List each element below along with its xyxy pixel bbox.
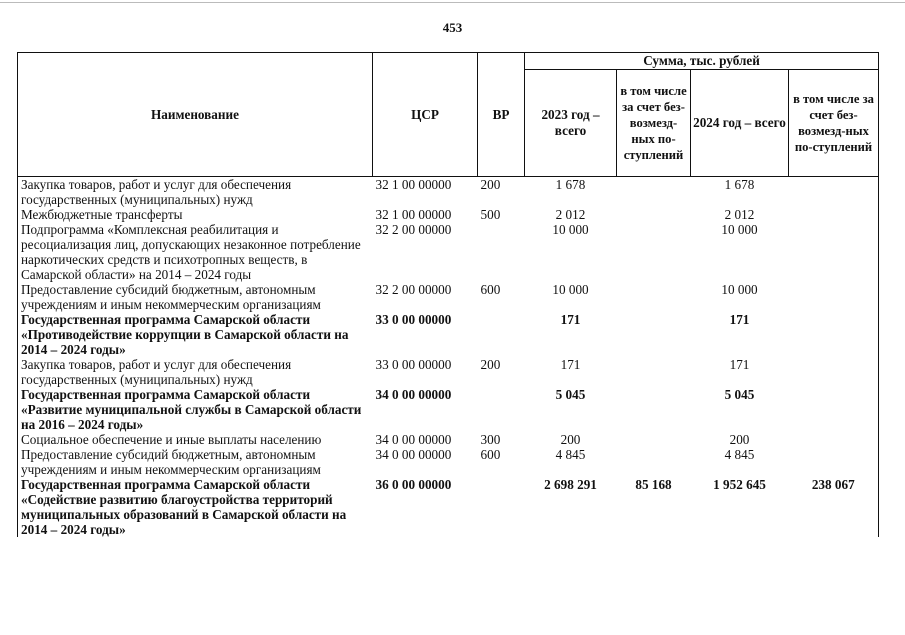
row-vr [478, 477, 525, 537]
row-2024-free [789, 357, 879, 387]
row-name: Закупка товаров, работ и услуг для обеспечения государственных (муниципальных) нужд [18, 357, 373, 387]
row-2024-free [789, 177, 879, 208]
row-2023-total: 2 012 [555, 207, 586, 222]
row-vr: 200 [480, 177, 501, 192]
table-row [18, 432, 879, 447]
row-2023-total: 2 698 291 [544, 477, 597, 492]
row-2024-free [789, 312, 879, 357]
row-2024-total: 200 [729, 432, 750, 447]
row-2024-free [789, 447, 879, 477]
row-2023-free [617, 312, 691, 357]
header-vr: ВР [478, 53, 525, 177]
row-name: Государственная программа Самарской области «Развитие муниципальной службы в Самарской области на 2016 – 2024 годы» [18, 387, 373, 432]
row-name: Государственная программа Самарской области «Противодействие коррупции в Самарской области на 2014 – 2024 годы» [18, 312, 373, 357]
row-2024-free [789, 207, 879, 222]
table-row [18, 312, 879, 357]
header-csr: ЦСР [373, 53, 478, 177]
table-row [18, 222, 879, 282]
header-2024-total: 2024 год – всего [691, 70, 789, 177]
row-name: Предоставление субсидий бюджетным, автономным учреждениям и иным некоммерческим организациям [18, 282, 373, 312]
row-csr: 32 2 00 00000 [375, 282, 452, 297]
top-edge-line [0, 2, 905, 3]
row-name: Подпрограмма «Комплексная реабилитация и ресоциализация лиц, допускающих незаконное потребление наркотических средств и психотропных веществ, в Самарской области» на 2014 – 2024 годы [18, 222, 373, 282]
row-csr: 36 0 00 00000 [375, 477, 452, 492]
row-2023-free: 85 168 [635, 477, 672, 492]
row-vr [478, 387, 525, 432]
header-sum-group: Сумма, тыс. рублей [525, 53, 879, 70]
row-name: Предоставление субсидий бюджетным, автономным учреждениям и иным некоммерческим организациям [18, 447, 373, 477]
row-vr: 300 [480, 432, 501, 447]
row-2024-free [789, 387, 879, 432]
row-2023-total: 1 678 [555, 177, 586, 192]
table-row [18, 177, 879, 208]
row-2024-total: 10 000 [721, 222, 758, 237]
row-2023-total: 5 045 [555, 387, 586, 402]
row-2023-free [617, 432, 691, 447]
row-2023-free [617, 447, 691, 477]
row-2023-free [617, 282, 691, 312]
row-2024-total: 2 012 [724, 207, 755, 222]
row-csr: 33 0 00 00000 [375, 357, 452, 372]
row-vr: 200 [480, 357, 501, 372]
row-2024-free: 238 067 [789, 477, 879, 537]
table-row [18, 477, 879, 537]
table-row [18, 282, 879, 312]
row-2023-total: 200 [560, 432, 581, 447]
table-row [18, 447, 879, 477]
row-vr: 500 [480, 207, 501, 222]
row-2023-free [617, 357, 691, 387]
row-2024-total: 171 [729, 312, 750, 327]
row-2023-total: 10 000 [552, 282, 589, 297]
row-2023-total: 10 000 [552, 222, 589, 237]
row-name: Государственная программа Самарской области «Содействие развитию благоустройства территорий муниципальных образований в Самарской области на 2014 – 2024 годы» [18, 477, 373, 537]
row-2023-total: 171 [560, 312, 581, 327]
row-2023-free [617, 222, 691, 282]
row-2024-free [789, 282, 879, 312]
row-name: Межбюджетные трансферты [18, 207, 373, 222]
row-csr: 34 0 00 00000 [375, 447, 452, 462]
row-2023-total: 4 845 [555, 447, 586, 462]
table-row [18, 357, 879, 387]
row-vr [478, 312, 525, 357]
header-2023-free: в том числе за счет без-возмезд-ных по-ступлений [617, 70, 691, 177]
page-number: 453 [442, 20, 463, 35]
header-2023-total: 2023 год – всего [525, 70, 617, 177]
table-row [18, 207, 879, 222]
row-csr: 32 2 00 00000 [375, 222, 452, 237]
row-csr: 34 0 00 00000 [375, 387, 452, 402]
row-vr: 600 [480, 447, 501, 462]
row-2024-free [789, 432, 879, 447]
row-vr [478, 222, 525, 282]
row-2023-total: 171 [560, 357, 581, 372]
row-csr: 34 0 00 00000 [375, 432, 452, 447]
row-csr: 32 1 00 00000 [375, 177, 452, 192]
row-2024-total: 171 [729, 357, 750, 372]
row-2023-free [617, 387, 691, 432]
row-vr: 600 [480, 282, 501, 297]
row-csr: 32 1 00 00000 [375, 207, 452, 222]
row-2024-total: 1 678 [724, 177, 755, 192]
header-name: Наименование [18, 53, 373, 177]
header-2024-free: в том числе за счет без-возмезд-ных по-ступлений [789, 70, 879, 177]
row-name: Закупка товаров, работ и услуг для обеспечения государственных (муниципальных) нужд [18, 177, 373, 208]
budget-table [17, 52, 879, 537]
row-2024-total: 1 952 645 [713, 477, 766, 492]
row-name: Социальное обеспечение и иные выплаты населению [18, 432, 373, 447]
table-row [18, 387, 879, 432]
row-2024-total: 10 000 [721, 282, 758, 297]
row-2024-total: 4 845 [724, 447, 755, 462]
row-2024-free [789, 222, 879, 282]
row-2023-free [617, 207, 691, 222]
row-2024-total: 5 045 [724, 387, 755, 402]
row-2023-free [617, 177, 691, 208]
row-csr: 33 0 00 00000 [375, 312, 452, 327]
